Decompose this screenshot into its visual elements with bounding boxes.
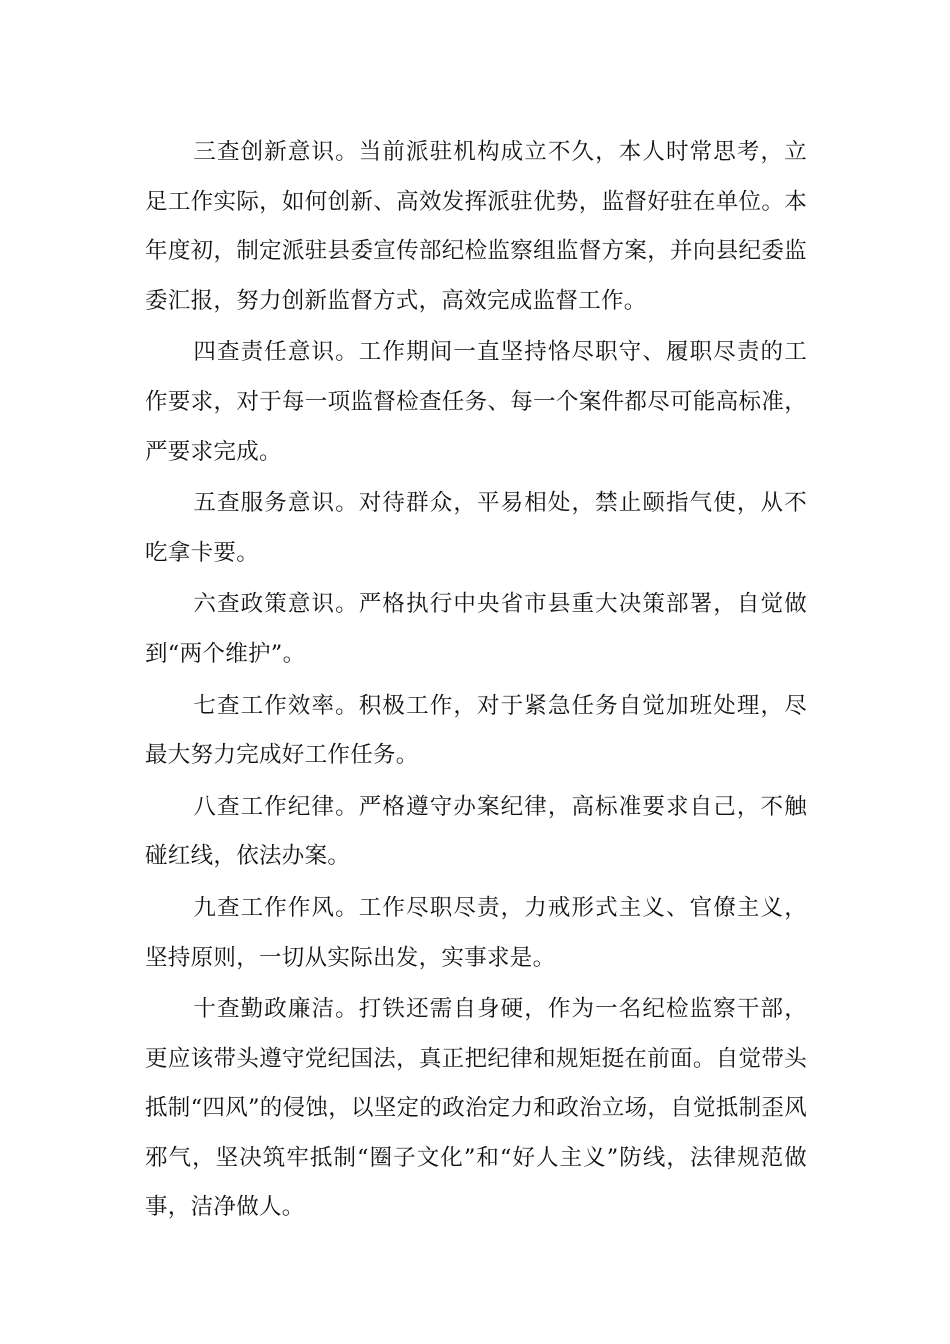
paragraph-diligence-integrity: 十查勤政廉洁。打铁还需自身硬，作为一名纪检监察干部，更应该带头遵守党纪国法，真正把纪律和规矩挺在前面。自觉带头抵制“四风”的侵蚀，以坚定的政治定力和政治立场，自觉抵制歪风邪气，坚决筑牢抵制“圈子文化”和“好人主义”防线，法律规范做事，洁净做人。 (145, 996, 808, 1221)
document-body (145, 128, 807, 1235)
paragraph-responsibility-awareness: 四查责任意识。工作期间一直坚持恪尽职守、履职尽责的工作要求，对于每一项监督检查任务、每一个案件都尽可能高标准，严要求完成。 (145, 339, 807, 465)
paragraph-policy-awareness: 六查政策意识。严格执行中央省市县重大决策部署，自觉做到“两个维护”。 (145, 591, 807, 667)
paragraph-innovation-awareness: 三查创新意识。当前派驻机构成立不久，本人时常思考，立足工作实际，如何创新、高效发挥派驻优势，监督好驻在单位。本年度初，制定派驻县委宣传部纪检监察组监督方案，并向县纪委监委汇报，努力创新监督方式，高效完成监督工作。 (145, 139, 807, 314)
paragraph-service-awareness: 五查服务意识。对待群众，平易相处，禁止颐指气使，从不吃拿卡要。 (145, 490, 807, 566)
paragraph-work-efficiency: 七查工作效率。积极工作，对于紧急任务自觉加班处理，尽最大努力完成好工作任务。 (145, 692, 807, 769)
paragraph-work-discipline: 八查工作纪律。严格遵守办案纪律，高标准要求自己，不触碰红线，依法办案。 (145, 793, 807, 870)
paragraph-work-style: 九查工作作风。工作尽职尽责，力戒形式主义、官僚主义，坚持原则，一切从实际出发，实事求是。 (145, 894, 807, 971)
